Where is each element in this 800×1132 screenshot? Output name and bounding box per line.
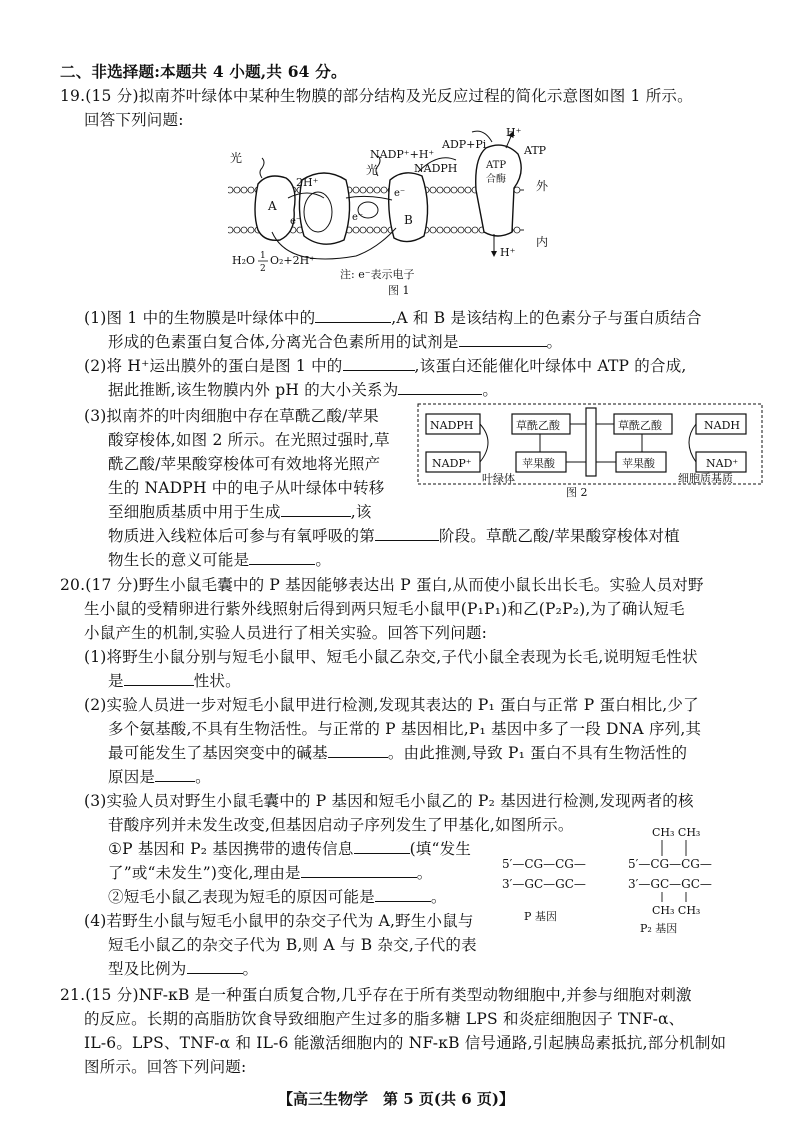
figure-2-caption: 图 2	[566, 486, 588, 498]
lipid-head	[437, 227, 443, 233]
fig2-nadph: NADPH	[430, 419, 474, 432]
q19-stem-1: 19.(15 分)拟南芥叶绿体中某种生物膜的部分结构及光反应过程的简化示意图如图 1 所示。	[60, 87, 693, 105]
nadph-label: NADPH	[414, 162, 458, 175]
fig2-malate-right: 苹果酸	[622, 457, 655, 470]
figure-1-caption: 图 1	[388, 284, 410, 297]
q19-sub3-line3: 酰乙酸/苹果酸穿梭体可有效地将光照产	[108, 455, 381, 473]
figure-methylation	[502, 828, 742, 938]
light-label-2: 光	[366, 163, 379, 177]
q20-sub4-line1: (4)若野生小鼠与短毛小鼠甲的杂交子代为 A,野生小鼠与	[84, 912, 474, 930]
q19-sub1-line1: (1)图 1 中的生物膜是叶绿体中的 ,A 和 B 是该结构上的色素分子与蛋白质结合	[84, 309, 702, 327]
lipid-head	[228, 187, 233, 193]
q21-stem-4: 图所示。回答下列问题:	[84, 1058, 247, 1076]
nadp-label: NADP⁺+H⁺	[370, 148, 435, 161]
lipid-head	[514, 227, 520, 233]
q20-sub4-line2: 短毛小鼠乙的杂交子代为 B,则 A 与 B 杂交,子代的表	[108, 936, 477, 954]
q19-sub3-line1: (3)拟南芥的叶肉细胞中存在草酰乙酸/苹果	[84, 407, 379, 425]
lipid-head	[374, 227, 380, 233]
lipid-head	[430, 187, 436, 193]
lipid-head	[374, 187, 380, 193]
figure-2-shuttle	[416, 402, 766, 498]
label-a: A	[268, 199, 277, 213]
lipid-head	[451, 187, 457, 193]
q20-sub1-line2: 是 性状。	[108, 672, 241, 690]
lipid-head	[367, 187, 373, 193]
fig2-chloroplast-label: 叶绿体	[482, 472, 515, 485]
lipid-head	[444, 187, 450, 193]
water-label: H₂O	[232, 254, 256, 267]
lipid-head	[451, 227, 457, 233]
q20-stem-3: 小鼠产生的机制,实验人员进行了相关实验。回答下列问题:	[84, 624, 488, 642]
answer-blank[interactable]	[155, 767, 195, 782]
q20-sub2-line3: 最可能发生了基因突变中的碱基 。由此推测,导致 P₁ 蛋白不具有生物活性的	[108, 744, 688, 762]
p2-methyl-top: CH₃ CH₃	[652, 828, 701, 839]
fig2-nad: NAD⁺	[706, 457, 739, 470]
q19-sub3-line2: 酸穿梭体,如图 2 所示。在光照过强时,草	[108, 431, 390, 449]
lipid-head	[458, 187, 464, 193]
lipid-head	[472, 227, 478, 233]
q20-sub3-line4: 了”或“未发生”)变化,理由是 。	[108, 864, 433, 882]
fig2-oaa-left: 草酰乙酸	[516, 419, 560, 432]
lipid-head	[353, 227, 359, 233]
lipid-head	[241, 227, 247, 233]
lipid-head	[381, 187, 387, 193]
atp-synthase-label-1: ATP	[486, 160, 507, 171]
fig2-oaa-right: 草酰乙酸	[618, 419, 662, 432]
lipid-head	[228, 227, 233, 233]
q20-stem-1: 20.(17 分)野生小鼠毛囊中的 P 基因能够表达出 P 蛋白,从而使小鼠长出长毛。实验人员对野	[60, 576, 704, 594]
lipid-head	[248, 187, 254, 193]
q20-sub1-line1: (1)将野生小鼠分别与短毛小鼠甲、短毛小鼠乙杂交,子代小鼠全表现为长毛,说明短毛性状	[84, 648, 698, 666]
p2-gene-label: P₂ 基因	[640, 922, 678, 935]
p2-methyl-bottom: CH₃ CH₃	[652, 904, 701, 917]
oxygen-label: O₂+2H⁺	[270, 254, 316, 267]
electron-label-3: e⁻	[394, 188, 406, 199]
lipid-head	[465, 227, 471, 233]
answer-blank[interactable]	[315, 308, 391, 323]
lipid-head	[234, 187, 240, 193]
answer-blank[interactable]	[328, 743, 388, 758]
fig2-cytosol-label: 细胞质基质	[678, 472, 733, 485]
answer-blank[interactable]	[187, 959, 243, 974]
half-denominator: 2	[260, 264, 266, 274]
lipid-head	[353, 187, 359, 193]
q19-stem-2: 回答下列问题:	[84, 111, 184, 129]
q19-sub3-line4: 生的 NADPH 中的电子从叶绿体中转移	[108, 479, 385, 497]
q20-sub3-line5: ②短毛小鼠乙表现为短毛的原因可能是 。	[108, 888, 447, 906]
lipid-head	[444, 227, 450, 233]
answer-blank[interactable]	[459, 332, 547, 347]
p2-gene-top-strand: 5′—CG—CG—	[628, 857, 712, 871]
lipid-head	[367, 227, 373, 233]
q19-sub1-line2: 形成的色素蛋白复合体,分离光合色素所用的试剂是 。	[108, 333, 563, 351]
figure-1-note: 注: e⁻表示电子	[340, 268, 415, 281]
answer-blank[interactable]	[301, 863, 417, 878]
adp-label: ADP+Pi	[442, 138, 487, 151]
h-plus-top-label: H⁺	[506, 128, 522, 139]
complex-b	[389, 173, 428, 242]
answer-blank[interactable]	[398, 380, 482, 395]
q19-sub2-line2: 据此推断,该生物膜内外 pH 的大小关系为 。	[108, 381, 499, 399]
q20-sub2-line2: 多个氨基酸,不具有生物活性。与正常的 P 基因相比,P₁ 基因中多了一段 DNA 序列,其	[108, 720, 702, 738]
answer-blank[interactable]	[375, 526, 439, 541]
lipid-head	[430, 227, 436, 233]
q20-sub4-line3: 型及比例为 。	[108, 960, 259, 978]
page-footer: 【高三生物学 第 5 页(共 6 页)】	[278, 1090, 514, 1108]
lipid-head	[234, 227, 240, 233]
q21-stem-3: IL-6。LPS、TNF-α 和 IL-6 能激活细胞内的 NF-κB 信号通路,引起胰岛素抵抗,部分机制如	[84, 1034, 727, 1052]
h-plus-bottom-label: H⁺	[500, 246, 516, 259]
q20-sub3-line1: (3)实验人员对野生小鼠毛囊中的 P 基因和短毛小鼠乙的 P₂ 基因进行检测,发现两者的核	[84, 792, 694, 810]
q19-sub3-line6: 物质进入线粒体后可参与有氧呼吸的第 阶段。草酰乙酸/苹果酸穿梭体对植	[108, 527, 680, 545]
answer-blank[interactable]	[124, 671, 194, 686]
figure-1-membrane	[228, 128, 568, 300]
lipid-head	[465, 187, 471, 193]
answer-blank[interactable]	[375, 887, 431, 902]
lipid-head	[241, 187, 247, 193]
electron-label-1: e⁻	[290, 216, 302, 227]
q19-sub3-line7: 物生长的意义可能是 。	[108, 551, 332, 569]
q20-stem-2: 生小鼠的受精卵进行紫外线照射后得到两只短毛小鼠甲(P₁P₁)和乙(P₂P₂),为了确认短毛	[84, 600, 685, 618]
p-gene-top-strand: 5′—CG—CG—	[502, 857, 586, 871]
q21-stem-1: 21.(15 分)NF-κB 是一种蛋白质复合物,几乎存在于所有类型动物细胞中,并参与细胞对刺激	[60, 986, 692, 1004]
lipid-head	[360, 187, 366, 193]
lipid-head	[248, 227, 254, 233]
q20-sub2-line1: (2)实验人员进一步对短毛小鼠甲进行检测,发现其表达的 P₁ 蛋白与正常 P 蛋白相比,少了	[84, 696, 699, 714]
lipid-head	[360, 227, 366, 233]
outside-label: 外	[536, 179, 549, 193]
lipid-head	[381, 227, 387, 233]
p-gene-bottom-strand: 3′—GC—GC—	[502, 877, 586, 891]
answer-blank[interactable]	[249, 550, 315, 565]
lipid-head	[458, 227, 464, 233]
half-numerator: 1	[260, 251, 266, 261]
q20-sub3-line2: 苷酸序列并未发生改变,但基因启动子序列发生了甲基化,如图所示。	[108, 816, 574, 834]
answer-blank[interactable]	[343, 356, 415, 371]
q19-sub3-line5: 至细胞质基质中用于生成 ,该	[108, 503, 372, 521]
p-gene-label: P 基因	[524, 910, 557, 923]
light-label-1: 光	[230, 151, 243, 165]
q20-sub2-line4: 原因是 。	[108, 768, 211, 786]
atp-label: ATP	[524, 144, 547, 157]
lipid-head	[437, 187, 443, 193]
label-b: B	[404, 213, 413, 227]
section-title: 二、非选择题:本题共 4 小题,共 64 分。	[60, 62, 347, 81]
q21-stem-2: 的反应。长期的高脂肪饮食导致细胞产生过多的脂多糖 LPS 和炎症细胞因子 TNF-α、	[84, 1010, 685, 1028]
atp-synthase	[476, 145, 521, 236]
q19-sub2-line1: (2)将 H⁺运出膜外的蛋白是图 1 中的 ,该蛋白还能催化叶绿体中 ATP 的合成,	[84, 357, 687, 375]
inside-label: 内	[536, 235, 549, 249]
fig2-malate-left: 苹果酸	[522, 457, 555, 470]
atp-synthase-label-2: 合酶	[486, 174, 506, 185]
fig2-nadp: NADP⁺	[432, 457, 472, 470]
electron-label-2: e⁻	[352, 212, 364, 223]
fig2-nadh: NADH	[704, 419, 740, 432]
fig2-transporter	[586, 408, 596, 476]
p2-gene-bottom-strand: 3′—GC—GC—	[628, 877, 712, 891]
light-ray-1	[260, 158, 264, 178]
q20-sub3-line3: ①P 基因和 P₂ 基因携带的遗传信息 (填“发生	[108, 840, 472, 858]
two-h-label: 2H⁺	[296, 176, 319, 189]
answer-blank[interactable]	[281, 502, 351, 517]
answer-blank[interactable]	[354, 839, 410, 854]
